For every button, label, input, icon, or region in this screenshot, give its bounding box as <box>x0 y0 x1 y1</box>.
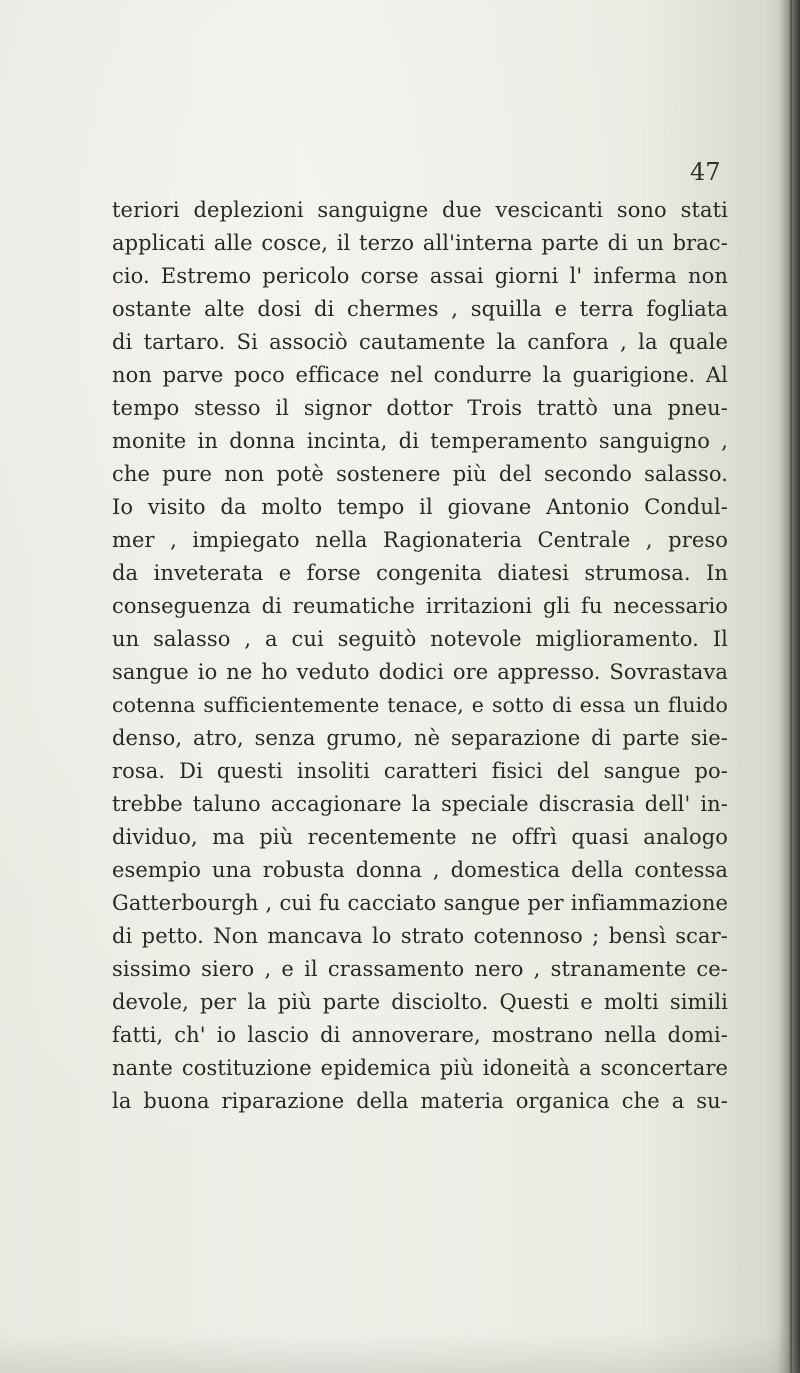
text-line: esempio una robusta donna , domestica della contessa <box>112 858 728 882</box>
text-line: monite in donna incinta, di temperamento sanguigno , <box>112 429 728 453</box>
text-line: che pure non potè sostenere più del secondo salasso. <box>112 462 728 486</box>
text-line: applicati alle cosce, il terzo all'interna parte di un brac- <box>112 231 728 255</box>
text-line: conseguenza di reumatiche irritazioni gli fu necessario <box>112 594 728 618</box>
text-line: devole, per la più parte disciolto. Questi e molti simili <box>112 990 728 1014</box>
text-line: da inveterata e forse congenita diatesi strumosa. In <box>112 561 728 585</box>
page-binding-shadow <box>778 0 800 1373</box>
text-line: mer , impiegato nella Ragionateria Centrale , preso <box>112 528 728 552</box>
text-line: sissimo siero , e il crassamento nero , stranamente ce- <box>112 957 728 981</box>
text-line: cotenna sufficientemente tenace, e sotto di essa un fluido <box>112 693 728 717</box>
text-line: di petto. Non mancava lo strato cotennoso ; bensì scar- <box>112 924 728 948</box>
body-text <box>112 194 728 1118</box>
text-line: cio. Estremo pericolo corse assai giorni l' inferma non <box>112 264 728 288</box>
text-line: non parve poco efficace nel condurre la guarigione. Al <box>112 363 728 387</box>
text-line: rosa. Di questi insoliti caratteri fisici del sangue po- <box>112 759 728 783</box>
text-line: di tartaro. Si associò cautamente la canfora , la quale <box>112 330 728 354</box>
text-line: la buona riparazione della materia organica che a su- <box>112 1089 728 1113</box>
text-line: trebbe taluno accagionare la speciale discrasia dell' in- <box>112 792 728 816</box>
text-line: teriori deplezioni sanguigne due vescicanti sono stati <box>112 198 728 222</box>
text-line: tempo stesso il signor dottor Trois trattò una pneu- <box>112 396 728 420</box>
page-bottom-shade <box>0 1333 800 1373</box>
text-line: denso, atro, senza grumo, nè separazione di parte sie- <box>112 726 728 750</box>
text-line: dividuo, ma più recentemente ne offrì quasi analogo <box>112 825 728 849</box>
text-line: nante costituzione epidemica più idoneità a sconcertare <box>112 1056 728 1080</box>
text-line: sangue io ne ho veduto dodici ore appresso. Sovrastava <box>112 660 728 684</box>
text-line: un salasso , a cui seguitò notevole miglioramento. Il <box>112 627 728 651</box>
text-line: ostante alte dosi di chermes , squilla e terra fogliata <box>112 297 728 321</box>
page-binding-line <box>790 0 792 1373</box>
text-line: Io visito da molto tempo il giovane Antonio Condul- <box>112 495 728 519</box>
page-number: 47 <box>690 158 721 186</box>
text-line: fatti, ch' io lascio di annoverare, mostrano nella domi- <box>112 1023 728 1047</box>
text-line: Gatterbourgh , cui fu cacciato sangue per infiammazione <box>112 891 728 915</box>
